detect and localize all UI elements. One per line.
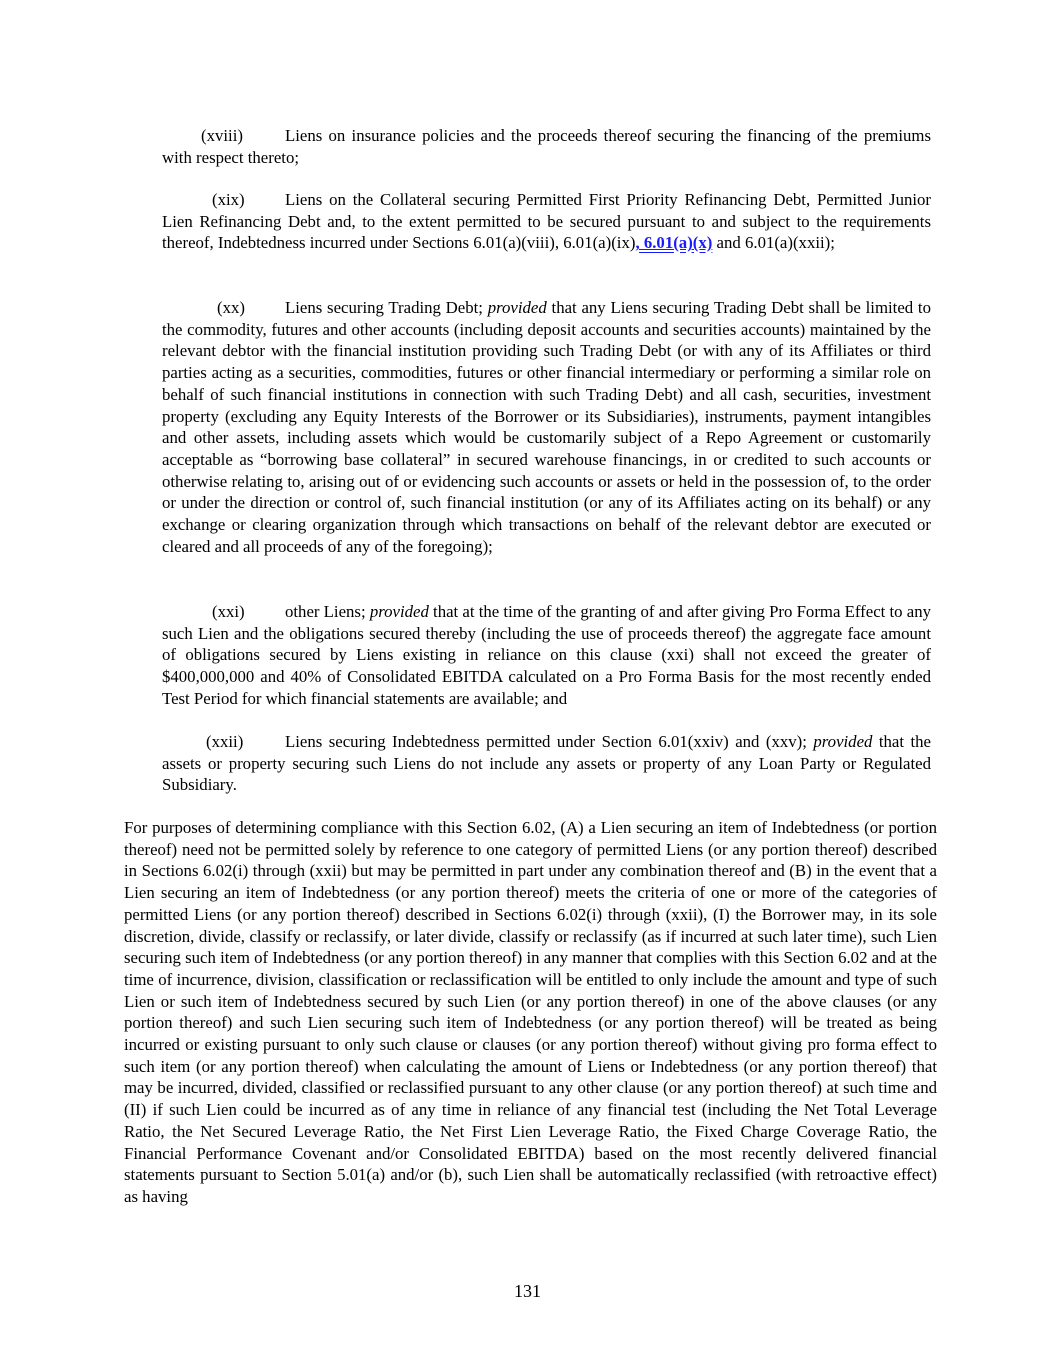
proviso-word: provided (813, 732, 873, 751)
closing-paragraph: For purposes of determining compliance with this Section 6.02, (A) a Lien securing an item of Indebtedness (or portion thereof) need not be permitted solely by reference to one category of permitted Liens (or any portion thereof) described in Sections 6.02(i) through (xxii) but may be permitted in part under any combination thereof and (B) in the event that a Lien securing an item of Indebtedness (or any portion thereof) meets the criteria of one or more of the categories of permitted Liens (or any portion thereof) described in Sections 6.02(i) through (xxii), (I) the Borrower may, in its sole discretion, divide, classify or reclassify, or later divide, classify or reclassify (as if incurred at such later time), such Lien securing such item of Indebtedness (or any portion thereof) in any manner that complies with this Section 6.02 and at the time of incurrence, division, classification or reclassification will be entitled to only include the amount and type of such Lien or such item of Indebtedness secured by such Lien (or any portion thereof) in one of the above clauses (or any portion thereof) and such Lien securing such item of Indebtedness (or any portion thereof) will be treated as being incurred or existing pursuant to only such clause or clauses (or any portion thereof) without giving pro forma effect to such item (or any portion thereof) when calculating the amount of Liens or Indebtedness (or any portion thereof) that may be incurred, divided, classified or reclassified pursuant to any other clause (or any portion thereof) at such time and (II) if such Lien could be incurred as of any time in reliance of any financial test (including the Net Total Leverage Ratio, the Net Secured Leverage Ratio, the Net First Lien Leverage Ratio, the Fixed Charge Coverage Ratio, the Financial Performance Covenant and/or Consolidated EBITDA) based on the most recently delivered financial statements pursuant to Section 5.01(a) and/or (b), such Lien shall be automatically reclassified (with retroactive effect) as having (124, 818, 937, 1206)
clause-text: other Liens; (285, 602, 370, 621)
clause-text: Liens securing Trading Debt; (285, 298, 488, 317)
clause-text-end: that at the time of the granting of and after giving Pro Forma Effect to any such Lien and the obligations secured thereby (including the use of proceeds thereof) the aggregate face amount of obligations secured by Liens existing in reliance on this clause (xxi) shall not exceed the greater of $400,000,000 and 40% of Consolidated EBITDA calculated on a Pro Forma Basis for the most recently ended Test Period for which financial statements are available; and (162, 602, 931, 708)
clause-xix (162, 189, 931, 254)
clause-xxi (162, 601, 931, 710)
clause-text-end: and 6.01(a)(xxii); (712, 233, 835, 253)
clause-xx (162, 297, 931, 557)
clause-number: (xxii) (206, 732, 244, 751)
clause-text: Liens securing Indebtedness permitted under Section 6.01(xxiv) and (xxv); (285, 732, 814, 751)
clause-xxii (162, 731, 931, 796)
clause-xviii (162, 125, 931, 168)
inserted-text: , 6.01(a)(x) (635, 233, 713, 253)
clause-number: (xx) (217, 298, 245, 317)
page-number: 131 (514, 1281, 541, 1301)
proviso-word: provided (487, 298, 547, 317)
clause-number: (xxi) (212, 602, 245, 621)
proviso-word: provided (369, 602, 429, 621)
clause-text-end: that any Liens securing Trading Debt shall be limited to the commodity, futures and other accounts (including deposit accounts and securities accounts) maintained by the relevant debtor with the financial institution providing such Trading Debt (or with any of its Affiliates or third parties acting as a securities, commodities, futures or other financial intermediary or performing a similar role on behalf of such financial institutions in connection with such Trading Debt) and all cash, securities, investment property (excluding any Equity Interests of the Borrower or its Subsidiaries), instruments, payment intangibles and other assets, including assets which would be customarily subject of a Repo Agreement or customarily acceptable as “borrowing base collateral” in secured warehouse financings, in or credited to such accounts or otherwise relating to, arising out of or evidencing such accounts or assets or held in the possession of, to the order or under the direction or control of, such financial institution (or any of its Affiliates acting on its behalf) or any exchange or clearing organization through which transactions on behalf of the relevant debtor are executed or cleared and all proceeds of any of the foregoing); (162, 298, 931, 556)
clause-text: Liens on insurance policies and the proceeds thereof securing the financing of the premiums with respect thereto; (162, 126, 931, 167)
clause-number: (xviii) (201, 126, 243, 145)
clause-text-end: that the assets or property securing such Liens do not include any assets or property of any Loan Party or Regulated Subsidiary. (162, 732, 931, 795)
clause-number: (xix) (212, 190, 245, 209)
clause-text: Liens on the Collateral securing Permitted First Priority Refinancing Debt, Permitted Junior Lien Refinancing Debt and, to the extent permitted to be secured pursuant to and subject to the requirements thereof, Indebtedness incurred under Sections 6.01(a)(viii), 6.01(a)(ix) (162, 190, 931, 253)
